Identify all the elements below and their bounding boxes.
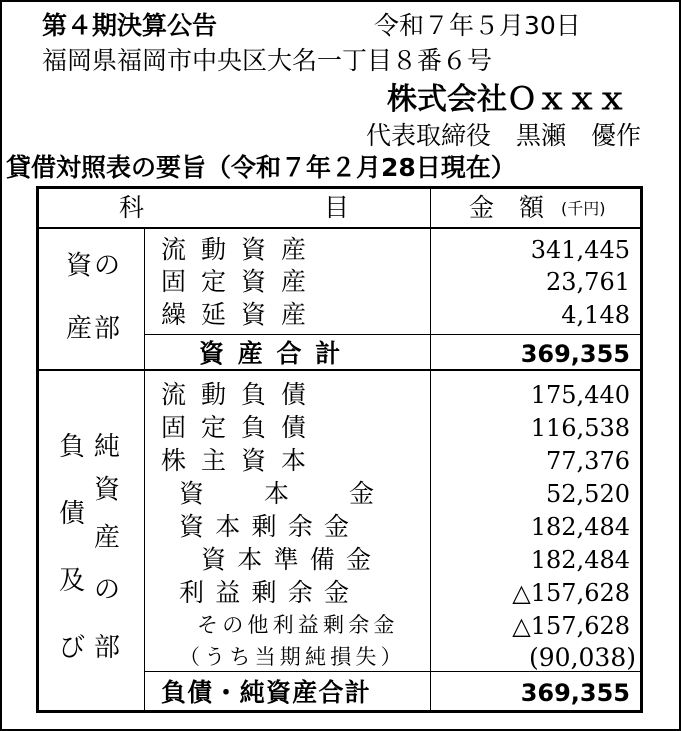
company-address: 福岡県福岡市中央区大名一丁目８番６号: [42, 46, 493, 75]
liab-row-value: 116,538: [530, 414, 630, 442]
assets-total-label: 資産合計: [199, 339, 355, 368]
liab-row-label: 資本剰余金: [179, 512, 361, 541]
liab-row-label: 資本金: [179, 479, 435, 508]
liab-total-label: 負債・純資産合計: [161, 678, 372, 707]
assets-row-value: 4,148: [561, 301, 630, 329]
assets-section-label-2: 産部: [66, 314, 123, 344]
liab-total-value: 369,355: [520, 679, 630, 707]
liab-section-char: 及: [59, 566, 86, 596]
representative: 代表取締役 黒瀬 優作: [365, 121, 641, 150]
summary-title: 貸借対照表の要旨（令和７年２月28日現在）: [6, 153, 516, 182]
liab-section-char: び: [59, 633, 86, 663]
liab-row-value: 175,440: [530, 381, 630, 409]
liab-row-label: 資本準備金: [201, 545, 383, 574]
header-subject-b: 目: [324, 193, 350, 222]
liab-section-char: 産: [94, 523, 121, 553]
notice-date: 令和７年５月30日: [374, 11, 581, 40]
assets-row-label: 流動資産: [161, 235, 322, 264]
header-subject-a: 科: [119, 193, 145, 222]
liab-section-char: 部: [94, 633, 121, 663]
liab-row-label: 流動負債: [161, 380, 322, 409]
liab-row-value: △157,628: [512, 612, 630, 640]
assets-row-label: 固定資産: [161, 267, 322, 296]
liab-row-value: (90,038): [529, 643, 636, 672]
company-name: 株式会社Ｏｘｘｘ: [387, 82, 627, 117]
liab-row-value: 77,376: [546, 447, 630, 475]
liab-row-value: 182,484: [530, 513, 630, 541]
assets-section-label-1: 資の: [66, 251, 123, 281]
amount-column-divider: [430, 189, 431, 710]
liab-row-value: 52,520: [546, 480, 630, 508]
assets-total-divider: [144, 334, 640, 335]
liab-section-char: 負: [59, 432, 86, 462]
liab-row-label: 利益剰余金: [179, 578, 361, 607]
liab-section-char: 債: [59, 499, 86, 529]
liab-section-char: の: [94, 575, 121, 605]
liab-row-label: 株主資本: [161, 446, 322, 475]
assets-total-value: 369,355: [520, 340, 630, 368]
liab-section-char: 資: [94, 475, 121, 505]
header-unit: (千円): [561, 199, 606, 218]
liab-row-label: 固定負債: [161, 413, 322, 442]
liab-row-value: △157,628: [512, 579, 630, 607]
header-divider: [39, 227, 640, 229]
header-amount: 金 額: [469, 193, 545, 222]
notice-title: 第４期決算公告: [42, 11, 218, 40]
assets-row-label: 繰延資産: [161, 300, 322, 329]
balance-sheet-table: [36, 186, 643, 713]
assets-row-value: 23,761: [546, 268, 630, 296]
section-column-divider: [144, 227, 145, 710]
assets-row-value: 341,445: [530, 236, 630, 264]
liab-row-value: 182,484: [530, 546, 630, 574]
liab-row-label: その他利益剰余金: [197, 613, 399, 637]
liab-row-label: （うち当期純損失）: [179, 645, 406, 669]
liab-section-char: 純: [94, 432, 121, 462]
section-divider: [39, 369, 640, 371]
